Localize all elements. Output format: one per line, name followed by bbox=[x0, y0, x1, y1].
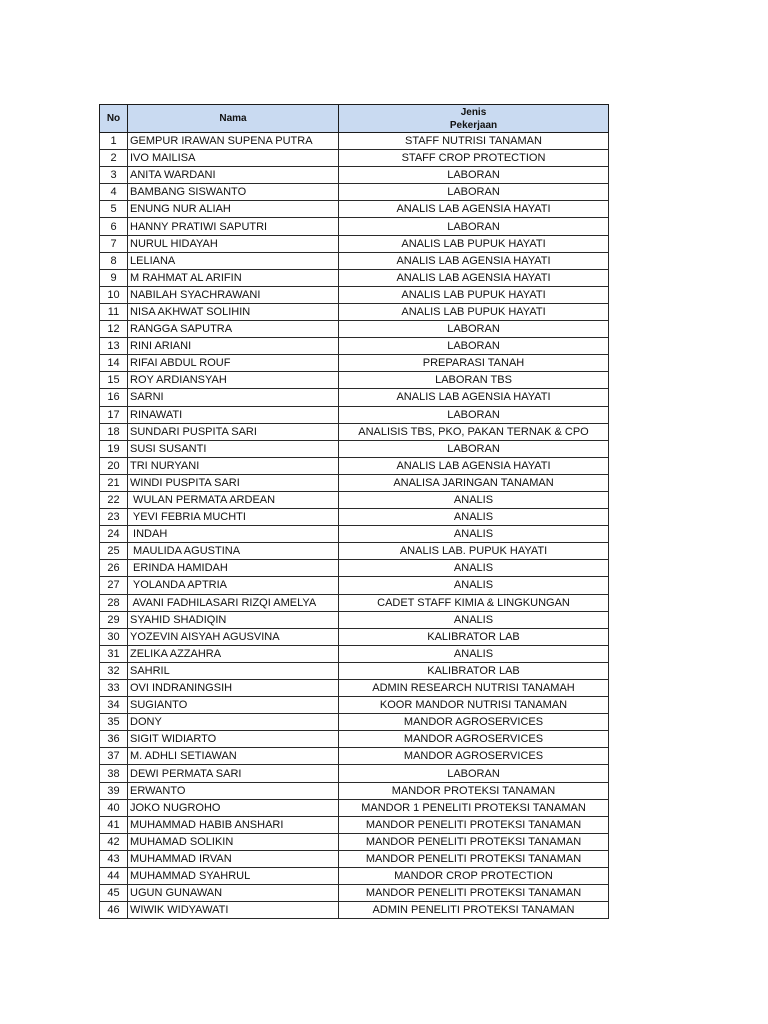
table-row bbox=[100, 680, 609, 697]
table-row bbox=[100, 662, 609, 679]
cell-nama: ROY ARDIANSYAH bbox=[128, 372, 339, 389]
cell-no: 40 bbox=[100, 799, 128, 816]
cell-jenis-pekerjaan: ANALIS bbox=[339, 491, 609, 508]
cell-nama: SIGIT WIDIARTO bbox=[128, 731, 339, 748]
cell-nama: SUSI SUSANTI bbox=[128, 440, 339, 457]
table-row bbox=[100, 577, 609, 594]
cell-jenis-pekerjaan: MANDOR CROP PROTECTION bbox=[339, 868, 609, 885]
cell-no: 5 bbox=[100, 201, 128, 218]
cell-jenis-pekerjaan: ANALIS LAB AGENSIA HAYATI bbox=[339, 252, 609, 269]
cell-jenis-pekerjaan: ANALIS bbox=[339, 526, 609, 543]
cell-no: 36 bbox=[100, 731, 128, 748]
cell-nama: ERINDA HAMIDAH bbox=[128, 560, 339, 577]
cell-no: 30 bbox=[100, 628, 128, 645]
cell-nama: OVI INDRANINGSIH bbox=[128, 680, 339, 697]
cell-jenis-pekerjaan: LABORAN bbox=[339, 440, 609, 457]
table-row bbox=[100, 372, 609, 389]
cell-nama: SAHRIL bbox=[128, 662, 339, 679]
table-row bbox=[100, 850, 609, 867]
cell-nama: ENUNG NUR ALIAH bbox=[128, 201, 339, 218]
cell-jenis-pekerjaan: LABORAN TBS bbox=[339, 372, 609, 389]
cell-nama: MUHAMAD SOLIKIN bbox=[128, 833, 339, 850]
cell-nama: AVANI FADHILASARI RIZQI AMELYA bbox=[128, 594, 339, 611]
cell-nama: SYAHID SHADIQIN bbox=[128, 611, 339, 628]
cell-nama: INDAH bbox=[128, 526, 339, 543]
cell-jenis-pekerjaan: ADMIN PENELITI PROTEKSI TANAMAN bbox=[339, 902, 609, 919]
cell-no: 13 bbox=[100, 338, 128, 355]
table-row bbox=[100, 543, 609, 560]
table-row bbox=[100, 628, 609, 645]
cell-no: 26 bbox=[100, 560, 128, 577]
cell-jenis-pekerjaan: ANALIS LAB PUPUK HAYATI bbox=[339, 286, 609, 303]
cell-jenis-pekerjaan: MANDOR PENELITI PROTEKSI TANAMAN bbox=[339, 833, 609, 850]
cell-jenis-pekerjaan: MANDOR PROTEKSI TANAMAN bbox=[339, 782, 609, 799]
cell-no: 27 bbox=[100, 577, 128, 594]
cell-no: 7 bbox=[100, 235, 128, 252]
cell-nama: WULAN PERMATA ARDEAN bbox=[128, 491, 339, 508]
cell-no: 38 bbox=[100, 765, 128, 782]
cell-jenis-pekerjaan: STAFF CROP PROTECTION bbox=[339, 150, 609, 167]
cell-no: 9 bbox=[100, 269, 128, 286]
cell-no: 1 bbox=[100, 133, 128, 150]
table-row bbox=[100, 509, 609, 526]
cell-jenis-pekerjaan: ANALIS LAB. PUPUK HAYATI bbox=[339, 543, 609, 560]
cell-nama: UGUN GUNAWAN bbox=[128, 885, 339, 902]
cell-no: 17 bbox=[100, 406, 128, 423]
table-row bbox=[100, 457, 609, 474]
cell-nama: LELIANA bbox=[128, 252, 339, 269]
cell-jenis-pekerjaan: ANALIS LAB AGENSIA HAYATI bbox=[339, 201, 609, 218]
table-row bbox=[100, 252, 609, 269]
cell-nama: BAMBANG SISWANTO bbox=[128, 184, 339, 201]
cell-nama: DEWI PERMATA SARI bbox=[128, 765, 339, 782]
table-row bbox=[100, 491, 609, 508]
table-row bbox=[100, 389, 609, 406]
cell-nama: IVO MAILISA bbox=[128, 150, 339, 167]
table-row bbox=[100, 423, 609, 440]
cell-no: 42 bbox=[100, 833, 128, 850]
cell-nama: SUGIANTO bbox=[128, 697, 339, 714]
cell-nama: SARNI bbox=[128, 389, 339, 406]
table-row bbox=[100, 560, 609, 577]
cell-no: 22 bbox=[100, 491, 128, 508]
cell-jenis-pekerjaan: ANALIS LAB PUPUK HAYATI bbox=[339, 303, 609, 320]
cell-jenis-pekerjaan: ANALISA JARINGAN TANAMAN bbox=[339, 474, 609, 491]
cell-jenis-pekerjaan: ANALIS bbox=[339, 611, 609, 628]
cell-nama: YOZEVIN AISYAH AGUSVINA bbox=[128, 628, 339, 645]
cell-jenis-pekerjaan: KALIBRATOR LAB bbox=[339, 662, 609, 679]
cell-jenis-pekerjaan: LABORAN bbox=[339, 218, 609, 235]
table-row bbox=[100, 321, 609, 338]
cell-no: 37 bbox=[100, 748, 128, 765]
table-row bbox=[100, 714, 609, 731]
table-row bbox=[100, 286, 609, 303]
cell-jenis-pekerjaan: MANDOR AGROSERVICES bbox=[339, 748, 609, 765]
cell-jenis-pekerjaan: ANALIS LAB AGENSIA HAYATI bbox=[339, 389, 609, 406]
cell-jenis-pekerjaan: ANALIS LAB AGENSIA HAYATI bbox=[339, 457, 609, 474]
cell-nama: ERWANTO bbox=[128, 782, 339, 799]
cell-jenis-pekerjaan: ADMIN RESEARCH NUTRISI TANAMAH bbox=[339, 680, 609, 697]
cell-nama: MAULIDA AGUSTINA bbox=[128, 543, 339, 560]
table-row bbox=[100, 218, 609, 235]
cell-nama: NURUL HIDAYAH bbox=[128, 235, 339, 252]
cell-no: 46 bbox=[100, 902, 128, 919]
cell-no: 33 bbox=[100, 680, 128, 697]
table-row bbox=[100, 697, 609, 714]
header-jenis-pekerjaan bbox=[339, 105, 609, 133]
table-row bbox=[100, 645, 609, 662]
cell-jenis-pekerjaan: LABORAN bbox=[339, 765, 609, 782]
cell-nama: M RAHMAT AL ARIFIN bbox=[128, 269, 339, 286]
table-row bbox=[100, 902, 609, 919]
cell-no: 6 bbox=[100, 218, 128, 235]
table-row bbox=[100, 765, 609, 782]
cell-jenis-pekerjaan: ANALISIS TBS, PKO, PAKAN TERNAK & CPO bbox=[339, 423, 609, 440]
cell-nama: WIWIK WIDYAWATI bbox=[128, 902, 339, 919]
cell-no: 31 bbox=[100, 645, 128, 662]
cell-no: 41 bbox=[100, 816, 128, 833]
cell-nama: MUHAMMAD HABIB ANSHARI bbox=[128, 816, 339, 833]
cell-nama: ZELIKA AZZAHRA bbox=[128, 645, 339, 662]
cell-no: 10 bbox=[100, 286, 128, 303]
cell-jenis-pekerjaan: MANDOR AGROSERVICES bbox=[339, 731, 609, 748]
header-row bbox=[100, 105, 609, 133]
cell-jenis-pekerjaan: PREPARASI TANAH bbox=[339, 355, 609, 372]
cell-nama: M. ADHLI SETIAWAN bbox=[128, 748, 339, 765]
cell-jenis-pekerjaan: KOOR MANDOR NUTRISI TANAMAN bbox=[339, 697, 609, 714]
cell-jenis-pekerjaan: ANALIS bbox=[339, 577, 609, 594]
table-row bbox=[100, 133, 609, 150]
cell-jenis-pekerjaan: ANALIS LAB AGENSIA HAYATI bbox=[339, 269, 609, 286]
table-row bbox=[100, 167, 609, 184]
cell-jenis-pekerjaan: LABORAN bbox=[339, 338, 609, 355]
cell-nama: ANITA WARDANI bbox=[128, 167, 339, 184]
table-row bbox=[100, 611, 609, 628]
cell-no: 8 bbox=[100, 252, 128, 269]
cell-nama: RANGGA SAPUTRA bbox=[128, 321, 339, 338]
table-row bbox=[100, 731, 609, 748]
cell-nama: GEMPUR IRAWAN SUPENA PUTRA bbox=[128, 133, 339, 150]
table-header bbox=[100, 105, 609, 133]
cell-jenis-pekerjaan: LABORAN bbox=[339, 167, 609, 184]
table-row bbox=[100, 833, 609, 850]
header-nama: Nama bbox=[128, 105, 339, 133]
table-row bbox=[100, 594, 609, 611]
table-row bbox=[100, 782, 609, 799]
header-jenis-line1: Jenis bbox=[460, 106, 487, 118]
cell-nama: TRI NURYANI bbox=[128, 457, 339, 474]
cell-nama: DONY bbox=[128, 714, 339, 731]
table-row bbox=[100, 201, 609, 218]
cell-nama: RINI ARIANI bbox=[128, 338, 339, 355]
table-row bbox=[100, 406, 609, 423]
table-row bbox=[100, 184, 609, 201]
cell-nama: YOLANDA APTRIA bbox=[128, 577, 339, 594]
cell-no: 3 bbox=[100, 167, 128, 184]
cell-no: 19 bbox=[100, 440, 128, 457]
cell-jenis-pekerjaan: CADET STAFF KIMIA & LINGKUNGAN bbox=[339, 594, 609, 611]
cell-nama: NISA AKHWAT SOLIHIN bbox=[128, 303, 339, 320]
cell-jenis-pekerjaan: MANDOR 1 PENELITI PROTEKSI TANAMAN bbox=[339, 799, 609, 816]
table-row bbox=[100, 748, 609, 765]
cell-jenis-pekerjaan: LABORAN bbox=[339, 406, 609, 423]
header-no: No bbox=[100, 105, 128, 133]
cell-no: 16 bbox=[100, 389, 128, 406]
cell-no: 4 bbox=[100, 184, 128, 201]
cell-nama: RINAWATI bbox=[128, 406, 339, 423]
cell-no: 39 bbox=[100, 782, 128, 799]
cell-jenis-pekerjaan: ANALIS bbox=[339, 509, 609, 526]
cell-jenis-pekerjaan: LABORAN bbox=[339, 184, 609, 201]
table-row bbox=[100, 474, 609, 491]
cell-no: 23 bbox=[100, 509, 128, 526]
cell-nama: RIFAI ABDUL ROUF bbox=[128, 355, 339, 372]
cell-nama: MUHAMMAD SYAHRUL bbox=[128, 868, 339, 885]
cell-nama: NABILAH SYACHRAWANI bbox=[128, 286, 339, 303]
table-row bbox=[100, 150, 609, 167]
cell-no: 2 bbox=[100, 150, 128, 167]
cell-no: 25 bbox=[100, 543, 128, 560]
cell-nama: HANNY PRATIWI SAPUTRI bbox=[128, 218, 339, 235]
table-row bbox=[100, 799, 609, 816]
cell-jenis-pekerjaan: MANDOR PENELITI PROTEKSI TANAMAN bbox=[339, 816, 609, 833]
cell-nama: WINDI PUSPITA SARI bbox=[128, 474, 339, 491]
cell-no: 35 bbox=[100, 714, 128, 731]
cell-no: 24 bbox=[100, 526, 128, 543]
table-row bbox=[100, 526, 609, 543]
cell-jenis-pekerjaan: MANDOR PENELITI PROTEKSI TANAMAN bbox=[339, 885, 609, 902]
cell-no: 21 bbox=[100, 474, 128, 491]
cell-nama: MUHAMMAD IRVAN bbox=[128, 850, 339, 867]
cell-jenis-pekerjaan: ANALIS bbox=[339, 560, 609, 577]
table-row bbox=[100, 868, 609, 885]
cell-no: 11 bbox=[100, 303, 128, 320]
table-row bbox=[100, 303, 609, 320]
cell-no: 14 bbox=[100, 355, 128, 372]
cell-jenis-pekerjaan: STAFF NUTRISI TANAMAN bbox=[339, 133, 609, 150]
table-row bbox=[100, 235, 609, 252]
cell-no: 18 bbox=[100, 423, 128, 440]
cell-jenis-pekerjaan: LABORAN bbox=[339, 321, 609, 338]
cell-no: 12 bbox=[100, 321, 128, 338]
employee-table bbox=[99, 104, 609, 919]
cell-jenis-pekerjaan: MANDOR AGROSERVICES bbox=[339, 714, 609, 731]
table-row bbox=[100, 885, 609, 902]
cell-no: 32 bbox=[100, 662, 128, 679]
table-row bbox=[100, 269, 609, 286]
cell-no: 34 bbox=[100, 697, 128, 714]
cell-jenis-pekerjaan: MANDOR PENELITI PROTEKSI TANAMAN bbox=[339, 850, 609, 867]
cell-jenis-pekerjaan: ANALIS bbox=[339, 645, 609, 662]
cell-no: 43 bbox=[100, 850, 128, 867]
header-jenis-line2: Pekerjaan bbox=[449, 119, 498, 131]
cell-no: 44 bbox=[100, 868, 128, 885]
cell-nama: SUNDARI PUSPITA SARI bbox=[128, 423, 339, 440]
cell-no: 20 bbox=[100, 457, 128, 474]
cell-no: 28 bbox=[100, 594, 128, 611]
table-body bbox=[100, 133, 609, 919]
table-row bbox=[100, 338, 609, 355]
cell-jenis-pekerjaan: ANALIS LAB PUPUK HAYATI bbox=[339, 235, 609, 252]
table-row bbox=[100, 355, 609, 372]
table-row bbox=[100, 440, 609, 457]
cell-no: 15 bbox=[100, 372, 128, 389]
cell-nama: JOKO NUGROHO bbox=[128, 799, 339, 816]
cell-jenis-pekerjaan: KALIBRATOR LAB bbox=[339, 628, 609, 645]
cell-no: 29 bbox=[100, 611, 128, 628]
table-row bbox=[100, 816, 609, 833]
cell-nama: YEVI FEBRIA MUCHTI bbox=[128, 509, 339, 526]
cell-no: 45 bbox=[100, 885, 128, 902]
